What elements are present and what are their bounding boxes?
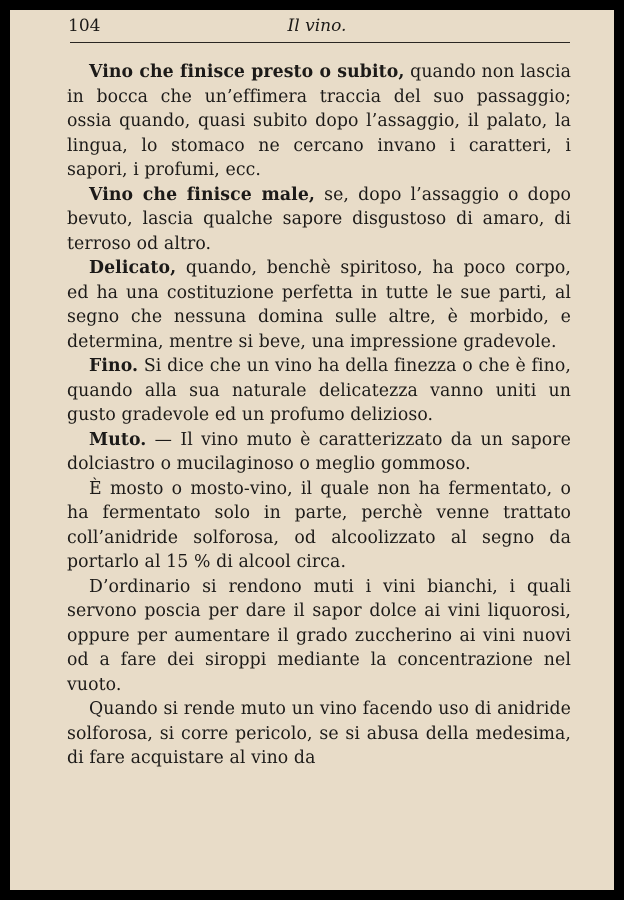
paragraph-vino-finisce-male [67, 183, 571, 257]
term-label: Vino che finisce male, [89, 184, 316, 205]
paragraph-vini-bianchi [67, 575, 571, 698]
paragraph-anidride-solforosa [67, 697, 571, 771]
paragraph-text: Si dice che un vino ha della finezza o che è fino, quando alla sua naturale delicatezza vanno uniti un gusto gradevole ed un profumo delizioso. [67, 356, 571, 425]
term-label: Delicato, [89, 258, 177, 278]
body-text [67, 60, 571, 771]
paragraph-text: — Il vino muto è caratterizzato da un sapore dolciastro o mucilaginoso o meglio gommoso. [67, 429, 571, 474]
header-rule [70, 42, 570, 43]
paragraph-delicato [67, 256, 571, 354]
paragraph-vino-finisce-presto [67, 60, 571, 183]
paragraph-text: Quando si rende muto un vino facendo uso di anidride solforosa, si corre pericolo, se si abusa della medesima, di fare acquistare al vino da [67, 699, 571, 768]
paragraph-mosto [67, 477, 571, 575]
paragraph-text: quando non lascia in bocca che un’effimera traccia del suo passaggio; ossia quando, quasi subito dopo l’assaggio, il palato, la lingua, lo stomaco ne cercano invano i caratteri, i sapori, i profumi, ecc. [67, 62, 572, 180]
paragraph-fino [67, 354, 571, 428]
paragraph-text: D’ordinario si rendono muti i vini bianchi, i quali servono poscia per dare il sapor dolce ai vini liquorosi, oppure per aumentare il grado zuccherino ai vini nuovi od a fare dei siroppi mediante la concentrazione nel vuoto. [67, 576, 571, 695]
book-page [10, 10, 614, 890]
paragraph-text: quando, benchè spiritoso, ha poco corpo, ed ha una costituzione perfetta in tutte le sue parti, al segno che nessuna domina sulle altre, è morbido, e determina, mentre si beve, una impressione gradevole. [67, 258, 571, 352]
term-label: Vino che finisce presto o subito, [89, 62, 405, 82]
paragraph-text: se, dopo l’assaggio o dopo bevuto, lascia qualche sapore disgustoso di amaro, di terroso od altro. [67, 184, 571, 254]
page-header [68, 12, 566, 40]
page-number: 104 [68, 16, 101, 36]
paragraph-text: È mosto o mosto-vino, il quale non ha fermentato, o ha fermentato solo in parte, perchè venne trattato coll’anidride solforosa, od alcoolizzato al segno da portarlo al 15 % di alcool circa. [67, 478, 571, 572]
term-label: Muto. [89, 429, 147, 450]
paragraph-muto [67, 428, 571, 477]
running-title: Il vino. [287, 16, 347, 36]
term-label: Fino. [89, 356, 139, 376]
